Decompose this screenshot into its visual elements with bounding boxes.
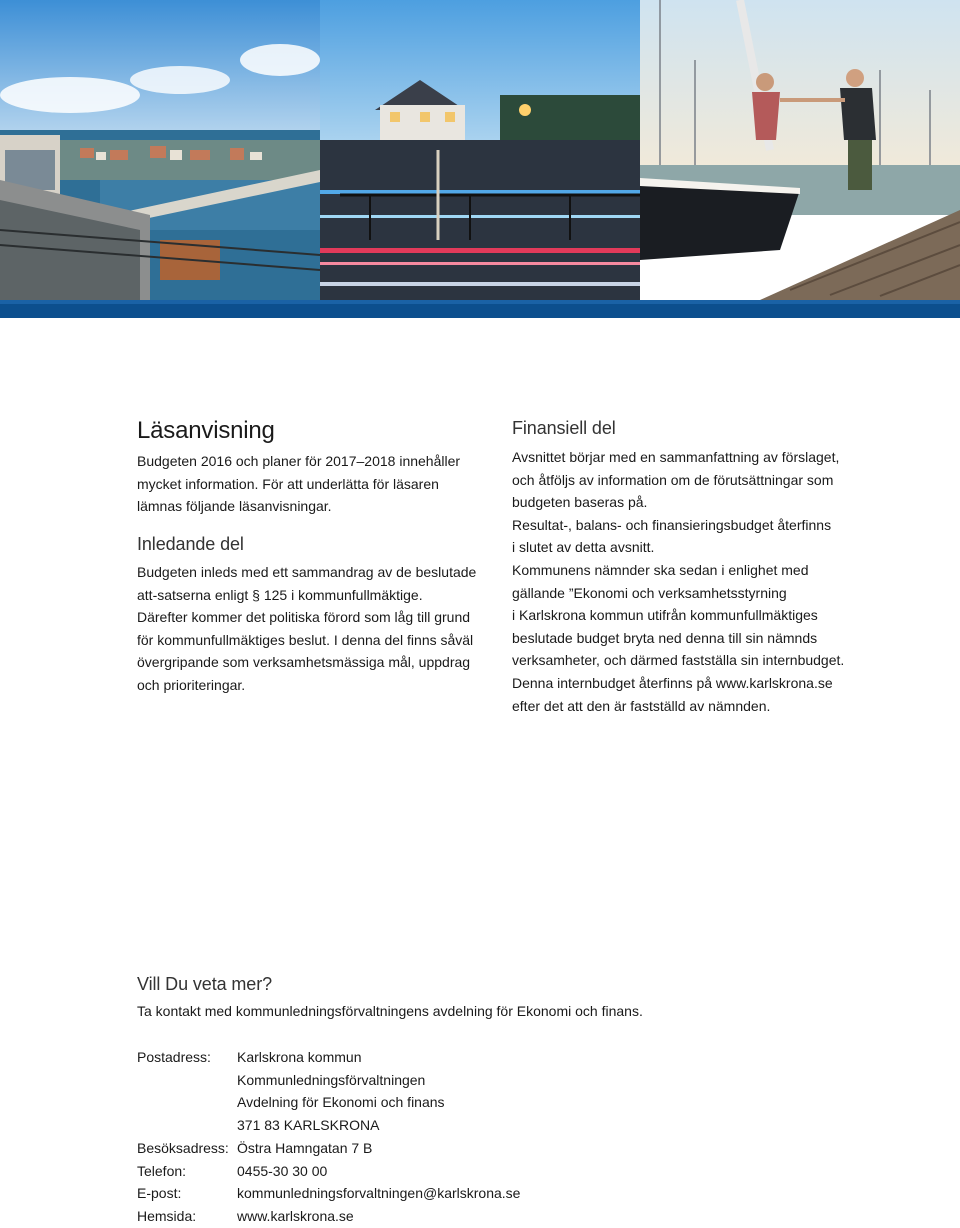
postal-address-line: Karlskrona kommun [237, 1049, 362, 1065]
sailing-dock-photo [640, 0, 960, 300]
photo-banner [0, 0, 960, 300]
text-line: i Karlskrona kommun utifrån kommunfullmäktiges [512, 607, 818, 624]
contact-intro: Ta kontakt med kommunledningsförvaltningens avdelning för Ekonomi och finans. [137, 1003, 643, 1019]
text-line: Kommunens nämnder ska sedan i enlighet med [512, 561, 809, 578]
postal-address-line: Avdelning för Ekonomi och finans [237, 1094, 445, 1111]
phone-value: 0455-30 30 00 [237, 1162, 328, 1179]
reading-guide-heading: Läsanvisning [137, 417, 275, 444]
postal-address-label: Postadress: [137, 1049, 211, 1065]
text-line: lämnas följande läsanvisningar. [137, 498, 332, 515]
postal-address-line: Kommunledningsförvaltningen [237, 1071, 426, 1088]
intro-section-body [137, 561, 476, 697]
text-line: Resultat-, balans- och finansieringsbudget återfinns [512, 516, 832, 533]
text-line: Avsnittet börjar med en sammanfattning av förslaget, [512, 449, 840, 465]
visit-address-row [137, 1137, 520, 1160]
website-value: www.karlskrona.se [237, 1207, 354, 1224]
postal-address-line: 371 83 KARLSKRONA [237, 1117, 380, 1134]
reading-guide-intro [137, 450, 460, 518]
text-line: för kommunfullmäktiges beslut. I denna del finns såväl [137, 631, 474, 648]
financial-section-heading: Finansiell del [512, 418, 616, 438]
contact-heading: Vill Du veta mer? [137, 974, 273, 994]
email-row [137, 1182, 520, 1205]
text-line: i slutet av detta avsnitt. [512, 539, 655, 556]
text-line: övergripande som verksamhetsmässiga mål, uppdrag [137, 654, 471, 671]
visit-address-value: Östra Hamngatan 7 B [237, 1139, 373, 1156]
postal-address-row [137, 1114, 520, 1137]
postal-address-row [137, 1091, 520, 1114]
text-line: budgeten baseras på. [512, 494, 648, 511]
street-night-photo [320, 0, 640, 300]
text-line: Denna internbudget återfinns på www.karlskrona.se [512, 674, 833, 691]
email-label: E-post: [137, 1185, 182, 1202]
text-line: Därefter kommer det politiska förord som låg till grund [137, 609, 471, 626]
text-line: Budgeten inleds med ett sammandrag av de beslutade [137, 564, 477, 580]
intro-section-heading: Inledande del [137, 534, 244, 554]
website-row [137, 1205, 520, 1228]
website-label: Hemsida: [137, 1207, 197, 1224]
phone-row [137, 1160, 520, 1183]
text-line: och åtföljs av information om de förutsättningar som [512, 471, 834, 488]
text-line: gällande ”Ekonomi och verksamhetsstyrning [512, 584, 787, 601]
visit-address-label: Besöksadress: [137, 1139, 229, 1156]
harbor-view-photo [0, 0, 320, 300]
contact-details [137, 1046, 520, 1228]
text-line: Budgeten 2016 och planer för 2017–2018 innehåller [137, 453, 461, 469]
text-line: beslutade budget bryta ned denna till sin nämnds [512, 629, 818, 646]
banner-accent-strip [0, 300, 960, 318]
email-value: kommunledningsforvaltningen@karlskrona.se [237, 1185, 521, 1202]
postal-address-row [137, 1069, 520, 1092]
financial-section-body [512, 446, 844, 717]
postal-address-row [137, 1046, 520, 1069]
text-line: efter det att den är fastställd av nämnden. [512, 697, 771, 714]
text-line: att-satserna enligt § 125 i kommunfullmäktige. [137, 586, 423, 603]
text-line: och prioriteringar. [137, 676, 246, 693]
text-line: verksamheter, och därmed fastställa sin internbudget. [512, 652, 845, 669]
phone-label: Telefon: [137, 1162, 187, 1179]
text-line: mycket information. För att underlätta för läsaren [137, 475, 439, 492]
